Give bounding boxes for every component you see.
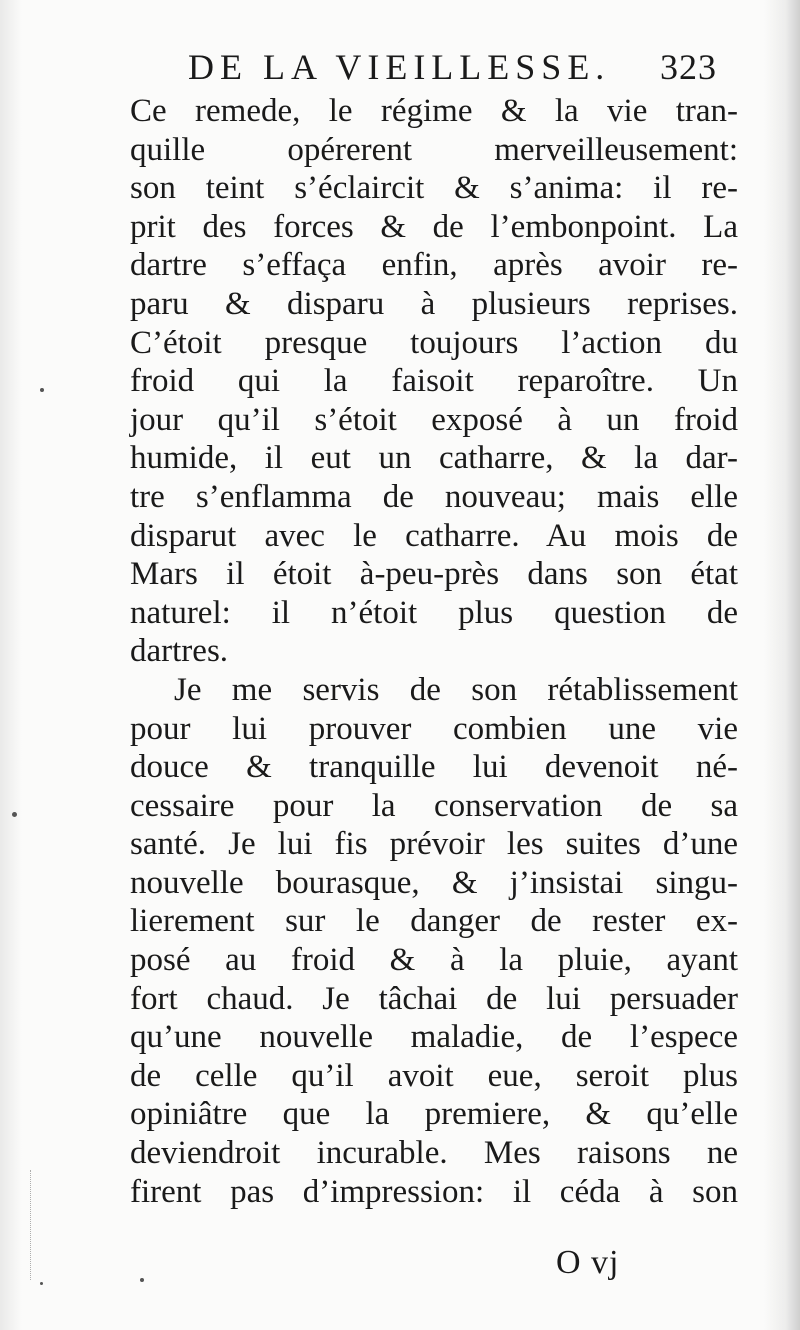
text-line: lierement sur le danger de rester ex-	[130, 903, 738, 940]
text-line: son teint s’éclaircit & s’anima: il re-	[130, 170, 738, 207]
text-line: deviendroit incurable. Mes raisons ne	[130, 1135, 738, 1172]
ink-speck	[40, 1282, 43, 1285]
text-line: qu’une nouvelle maladie, de l’espece	[130, 1019, 738, 1056]
running-head	[188, 46, 748, 96]
text-line: prit des forces & de l’embonpoint. La	[130, 208, 738, 245]
text-line: tre s’enflamma de nouveau; mais elle	[130, 478, 738, 515]
text-line: disparut avec le catharre. Au mois de	[130, 517, 738, 554]
text-line: nouvelle bourasque, & j’insistai singu-	[130, 864, 738, 901]
margin-ink-marks	[30, 1170, 41, 1280]
signature-mark: O vj	[556, 1244, 620, 1281]
text-line: douce & tranquille lui devenoit né-	[130, 749, 738, 786]
text-line: santé. Je lui fis prévoir les suites d’une	[130, 826, 738, 863]
ink-speck	[40, 388, 44, 392]
text-line: cessaire pour la conservation de sa	[130, 787, 738, 824]
text-line: paru & disparu à plusieurs reprises.	[130, 285, 738, 322]
text-line: opiniâtre que la premiere, & qu’elle	[130, 1096, 738, 1133]
page-number: 323	[660, 47, 717, 87]
text-line: Mars il étoit à-peu-près dans son état	[130, 556, 738, 593]
body-text	[130, 92, 738, 1211]
page-left-edge-shadow	[0, 0, 22, 1330]
text-line: jour qu’il s’étoit exposé à un froid	[130, 401, 738, 438]
text-line: dartres.	[130, 633, 229, 670]
text-line: pour lui prouver combien une vie	[130, 710, 738, 747]
ink-speck	[12, 812, 17, 817]
text-line: fort chaud. Je tâchai de lui persuader	[130, 980, 738, 1017]
text-line: dartre s’effaça enfin, après avoir re-	[130, 247, 738, 284]
text-line: de celle qu’il avoit eue, seroit plus	[130, 1057, 738, 1094]
paragraph-1	[130, 92, 738, 671]
text-line: C’étoit presque toujours l’action du	[130, 324, 738, 361]
text-line: naturel: il n’étoit plus question de	[130, 594, 738, 631]
page-right-edge-shadow	[764, 0, 800, 1330]
text-line: froid qui la faisoit reparoître. Un	[130, 363, 738, 400]
text-line: Ce remede, le régime & la vie tran-	[130, 93, 738, 129]
text-line: firent pas d’impression: il céda à son	[130, 1173, 738, 1210]
text-line: Je me servis de son rétablissement	[174, 671, 738, 708]
running-head-title: DE LA VIEILLESSE.	[188, 47, 611, 87]
text-line: quille opérerent merveilleusement:	[130, 131, 738, 168]
text-line: humide, il eut un catharre, & la dar-	[130, 440, 738, 477]
ink-speck	[140, 1278, 144, 1282]
paragraph-2	[130, 671, 738, 1211]
text-line: posé au froid & à la pluie, ayant	[130, 942, 738, 979]
